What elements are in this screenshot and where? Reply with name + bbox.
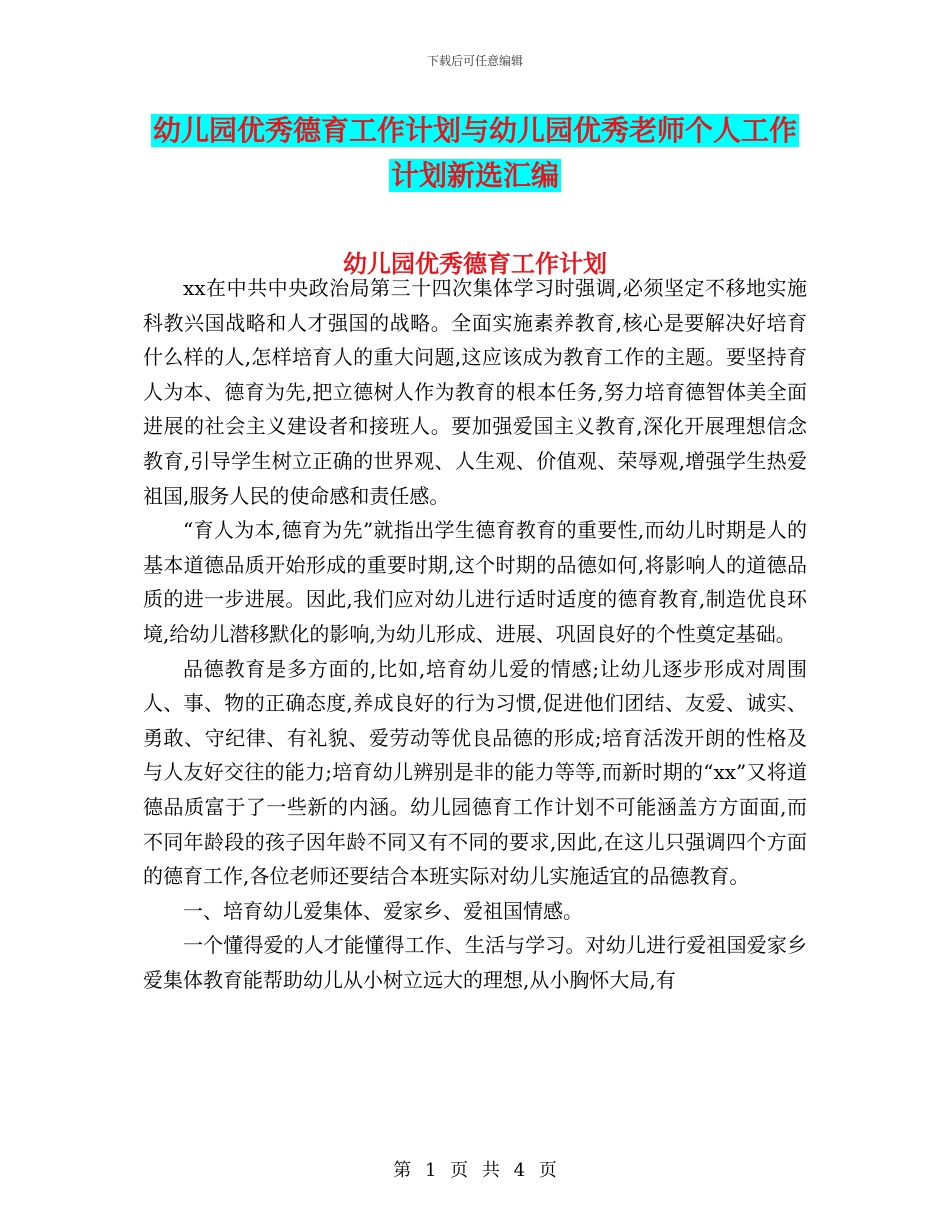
paragraph: “育人为本,德育为先”就指出学生德育教育的重要性,而幼儿时期是人的基本道德品质开始形成的重要时期,这个时期的品德如何,将影响人的道德品质的进一步进展。因此,我们应对幼儿进行适时适度的德育教育,制造优良环境,给幼儿潜移默化的影响,为幼儿形成、进展、巩固良好的个性奠定基础。 — [143, 518, 807, 646]
section-title: 幼儿园优秀德育工作计划 — [343, 250, 607, 278]
page-header: 下载后可任意编辑 — [426, 54, 523, 68]
paragraph: 品德教育是多方面的,比如,培育幼儿爱的情感;让幼儿逐步形成对周围人、事、物的正确态度,养成良好的行为习惯,促进他们团结、友爱、诚实、勇敢、守纪律、有礼貌、爱劳动等优良品德的形成;培育活泼开朗的性格及与人友好交往的能力;培育幼儿辨别是非的能力等等,而新时期的“xx”又将道德品质富于了一些新的内涵。幼儿园德育工作计划不可能涵盖方方面面,而不同年龄段的孩子因年龄不同又有不同的要求,因此,在这儿只强调四个方面的德育工作,各位老师还要结合本班实际对幼儿实施适宜的品德教育。 — [143, 656, 807, 889]
paragraph: xx在中共中央政治局第三十四次集体学习时强调,必须坚定不移地实施科教兴国战略和人才强国的战略。全面实施素养教育,核心是要解决好培育什么样的人,怎样培育人的重大问题,这应该成为教育工作的主题。要坚持育人为本、德育为先,把立德树人作为教育的根本任务,努力培育德智体美全面进展的社会主义建设者和接班人。要加强爱国主义教育,深化开展理想信念教育,引导学生树立正确的世界观、人生观、价值观、荣辱观,增强学生热爱祖国,服务人民的使命感和责任感。 — [143, 276, 807, 508]
body-content — [143, 271, 807, 997]
document-title-line-2 — [0, 154, 950, 194]
document-title-line-1 — [0, 109, 950, 149]
title-highlight-1: 幼儿园优秀德育工作计划与幼儿园优秀老师个人工作 — [152, 114, 797, 147]
paragraph: 一、培育幼儿爱集体、爱家乡、爱祖国情感。 — [183, 898, 583, 923]
page-footer: 第 1 页 共 4 页 — [393, 1160, 557, 1181]
paragraph: 一个懂得爱的人才能懂得工作、生活与学习。对幼儿进行爱祖国爱家乡爱集体教育能帮助幼儿从小树立远大的理想,从小胸怀大局,有 — [143, 933, 807, 992]
title-highlight-2: 计划新选汇编 — [390, 159, 559, 192]
